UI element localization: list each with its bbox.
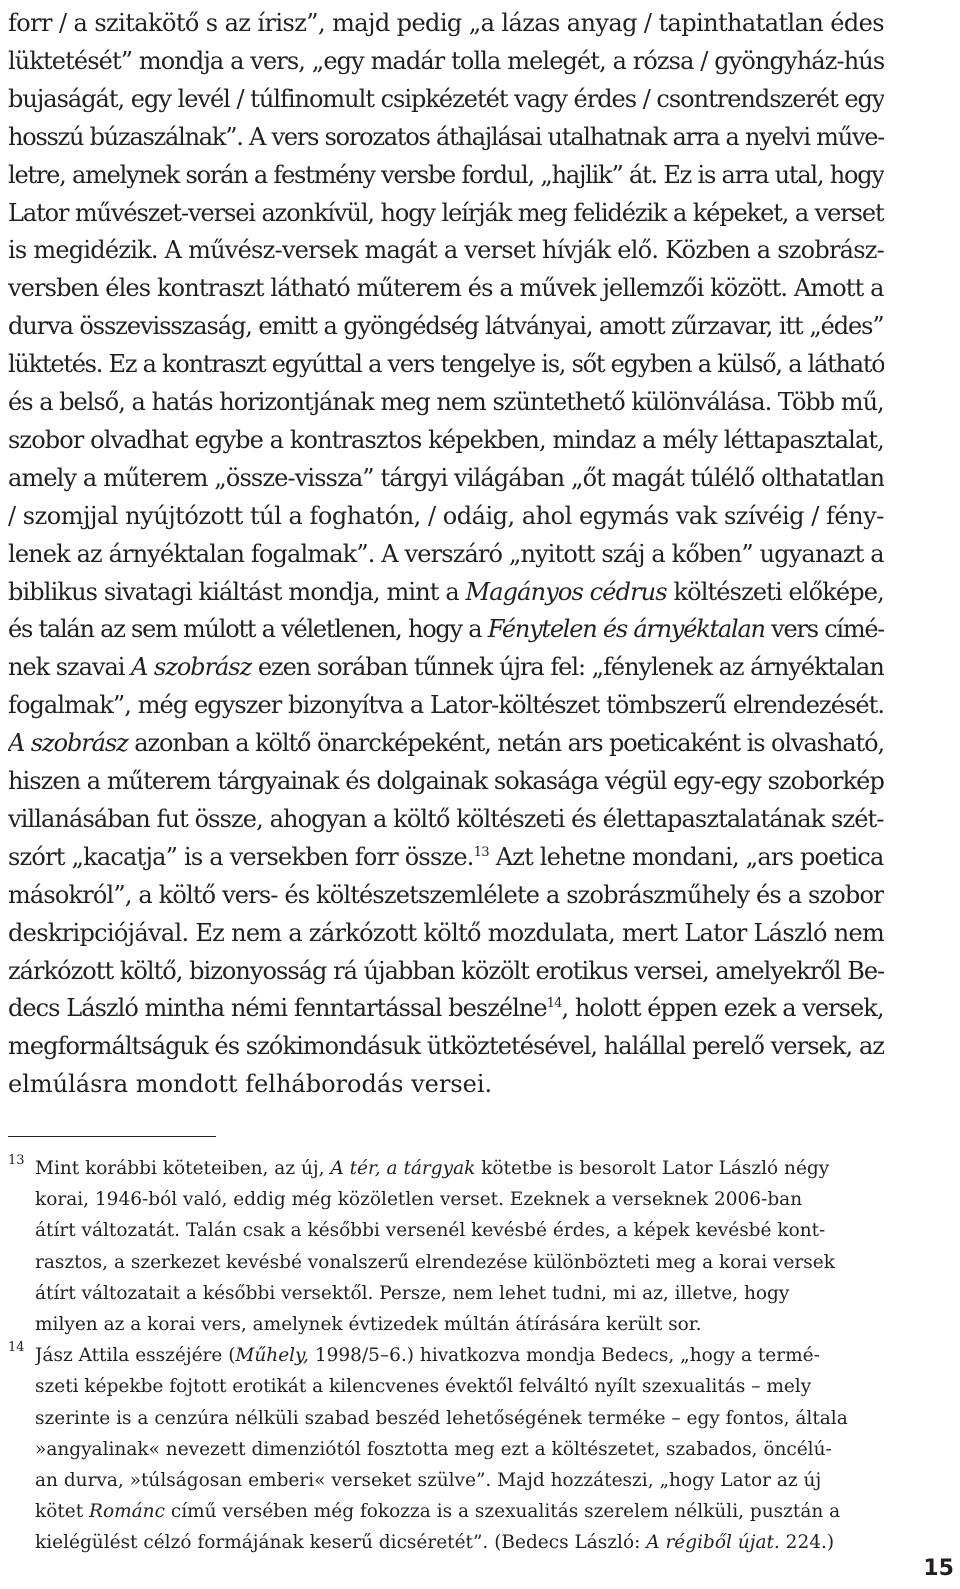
text-run: hosszú búzaszálnak”. A vers sorozatos áthajlásai utalhatnak arra a nyelvi műve- bbox=[8, 122, 884, 151]
text-run: vers címé- bbox=[764, 615, 884, 644]
body-line bbox=[8, 650, 884, 684]
footnote-line bbox=[35, 1248, 884, 1278]
footnote-marker: 13 bbox=[8, 1153, 25, 1168]
body-line bbox=[8, 991, 884, 1025]
footnote-line bbox=[35, 1279, 884, 1309]
footnote-line bbox=[35, 1404, 884, 1434]
text-run: szobor olvadhat egybe a kontrasztos képekben, mindaz a mély léttapasztalat, bbox=[8, 425, 884, 454]
text-run: lenek az árnyéktalan fogalmak”. A verszáró „nyitott száj a kőben” ugyanazt a bbox=[8, 539, 884, 568]
body-line bbox=[8, 1029, 884, 1063]
text-run: szeti képekbe fojtott erotikát a kilencvenes évektől felváltó nyílt szexualitás – mely bbox=[35, 1376, 812, 1398]
body-line bbox=[8, 726, 884, 760]
footnote-reference: 14 bbox=[546, 996, 562, 1012]
text-run: szórt „kacatja” is a versekben forr össze. bbox=[8, 842, 474, 871]
body-line bbox=[8, 764, 884, 798]
text-run: bujaságát, egy levél / túlfinomult csipkézetét vagy érdes / csontrendszerét egy bbox=[8, 84, 884, 113]
body-line bbox=[8, 916, 884, 950]
text-run: rasztos, a szerkezet kevésbé vonalszerű elrendezése különbözteti meg a korai versek bbox=[35, 1251, 835, 1273]
footnote-line bbox=[35, 1528, 884, 1558]
text-run: átírt változatát. Talán csak a későbbi versenél kevésbé érdes, a képek kevésbé kont- bbox=[35, 1220, 826, 1242]
footnote-line bbox=[35, 1310, 884, 1340]
italic-title: Fénytelen és árnyéktalan bbox=[487, 615, 765, 644]
text-run: másokról”, a költő vers- és költészetszemlélete a szobrászműhely és a szobor bbox=[8, 880, 884, 909]
body-line bbox=[8, 271, 884, 305]
text-run: lüktetés. Ez a kontraszt egyúttal a vers tengelye is, sőt egyben a külső, a látható bbox=[8, 350, 884, 379]
text-run: amely a műterem „össze-vissza” tárgyi világában „őt magát túlélő olthatatlan bbox=[8, 463, 884, 492]
text-run: forr / a szitakötő s az írisz”, majd pedig „a lázas anyag / tapinthatatlan édes bbox=[8, 9, 884, 37]
italic-title: A szobrász bbox=[131, 653, 252, 682]
footnote-line bbox=[35, 1341, 884, 1371]
body-line bbox=[8, 347, 884, 381]
text-run: korai, 1946-ból való, eddig még közöletlen verset. Ezeknek a verseknek 2006-ban bbox=[35, 1189, 803, 1211]
text-run: durva összevisszaság, emitt a gyöngédség látványai, amott zűrzavar, itt „édes” bbox=[8, 312, 884, 341]
text-run: azonban a költő önarcképeként, netán ars poeticaként is olvasható, bbox=[127, 729, 884, 758]
text-run: 224.) bbox=[779, 1532, 835, 1554]
footnote-marker: 14 bbox=[8, 1340, 25, 1356]
italic-title: A tér, a tárgyak bbox=[330, 1158, 476, 1179]
text-run: nek szavai bbox=[8, 653, 131, 682]
footnote-line bbox=[35, 1154, 884, 1184]
text-run: fogalmak”, még egyszer bizonyítva a Lator-költészet tömbszerű elrendezését. bbox=[8, 691, 884, 720]
text-run: villanásában fut össze, ahogyan a költő költészeti és élettapasztalatának szét- bbox=[8, 804, 884, 833]
italic-title: Románc bbox=[89, 1501, 165, 1523]
body-line bbox=[8, 423, 884, 457]
body-line bbox=[8, 537, 884, 571]
text-run: kötetbe is besorolt Lator László négy bbox=[475, 1158, 830, 1179]
text-run: megformáltságuk és szókimondásuk ütköztetésével, halállal perelő versek, az bbox=[8, 1032, 884, 1061]
text-run: kielégülést célzó formájának keserű dicséretét”. (Bedecs László: bbox=[35, 1532, 647, 1554]
footnote-reference: 13 bbox=[473, 844, 489, 860]
page-number: 15 bbox=[923, 1556, 954, 1581]
footnote-line bbox=[35, 1216, 884, 1246]
footnote-line bbox=[35, 1372, 884, 1402]
text-run: ezen sorában tűnnek újra fel: „fénylenek az árnyéktalan bbox=[251, 653, 884, 682]
footnote-line bbox=[35, 1185, 884, 1215]
text-run: milyen az a korai vers, amelynek évtizedek múltán átírására került sor. bbox=[35, 1314, 702, 1335]
text-run: és a belső, a hatás horizontjának meg nem szüntethető különválása. Több mű, bbox=[8, 388, 884, 416]
body-line bbox=[8, 233, 884, 267]
body-line bbox=[8, 461, 884, 495]
text-run: zárkózott költő, bizonyosság rá újabban közölt erotikus versei, amelyekről Be- bbox=[8, 956, 884, 985]
text-run: Lator művészet-versei azonkívül, hogy leírják meg felidézik a képeket, a verset bbox=[8, 198, 884, 227]
body-line bbox=[8, 688, 884, 722]
body-line bbox=[8, 878, 884, 912]
body-line bbox=[8, 954, 884, 988]
body-line bbox=[8, 840, 884, 874]
italic-title: Műhely, bbox=[235, 1345, 309, 1367]
italic-title: Magányos cédrus bbox=[465, 577, 667, 606]
text-run: című versében még fokozza is a szexualitás szerelem nélküli, pusztán a bbox=[164, 1501, 841, 1523]
text-run: Azt lehetne mondani, „ars poetica bbox=[488, 842, 884, 871]
text-run: versben éles kontraszt látható műterem és a művek jellemzői között. Amott a bbox=[8, 274, 884, 303]
footnote-line bbox=[35, 1435, 884, 1465]
text-run: kötet bbox=[35, 1501, 90, 1523]
body-line bbox=[8, 1067, 884, 1101]
body-line bbox=[8, 120, 884, 154]
text-run: hiszen a műterem tárgyainak és dolgainak sokasága végül egy-egy szoborkép bbox=[8, 767, 884, 795]
text-run: / szomjjal nyújtózott túl a foghatón, / odáig, ahol egymás vak szívéig / fény- bbox=[8, 501, 884, 530]
text-run: »angyalinak« nevezett dimenziótól fosztotta meg ezt a költészetet, szabados, öncélú- bbox=[35, 1438, 832, 1460]
italic-title: A szobrász bbox=[8, 729, 128, 758]
text-run: decs László mintha némi fenntartással beszélne bbox=[8, 994, 547, 1023]
text-run: Mint korábbi köteteiben, az új, bbox=[35, 1158, 331, 1179]
footnote-separator bbox=[8, 1136, 216, 1137]
footnote-line bbox=[35, 1466, 884, 1496]
body-line bbox=[8, 385, 884, 419]
text-run: Jász Attila esszéjére ( bbox=[35, 1345, 236, 1367]
text-run: letre, amelynek során a festmény versbe fordul, „hajlik” át. Ez is arra utal, hogy bbox=[8, 160, 884, 189]
body-line bbox=[8, 499, 884, 533]
body-line bbox=[8, 196, 884, 230]
body-line bbox=[8, 82, 884, 116]
text-run: elmúlásra mondott felháborodás versei. bbox=[8, 1070, 493, 1099]
text-run: és talán az sem múlott a véletlenen, hogy a bbox=[8, 615, 488, 644]
body-line bbox=[8, 44, 884, 78]
text-run: deskripciójával. Ez nem a zárkózott költő mozdulata, mert Lator László nem bbox=[8, 918, 884, 947]
text-run: lüktetését” mondja a vers, „egy madár tolla melegét, a rózsa / gyöngyház-hús bbox=[8, 46, 884, 75]
body-line bbox=[8, 802, 884, 836]
body-line bbox=[8, 158, 884, 192]
text-run: 1998/5–6.) hivatkozva mondja Bedecs, „hogy a termé- bbox=[308, 1345, 820, 1367]
text-run: biblikus sivatagi kiáltást mondja, mint a bbox=[8, 577, 466, 606]
text-run: an durva, »túlságosan emberi« verseket szülve”. Majd hozzáteszi, „hogy Lator az új bbox=[35, 1470, 822, 1491]
footnote-line bbox=[35, 1497, 884, 1527]
text-run: , holott éppen ezek a versek, bbox=[561, 994, 884, 1023]
text-run: költészeti előképe, bbox=[666, 577, 884, 606]
body-line bbox=[8, 6, 884, 40]
body-line bbox=[8, 309, 884, 343]
body-line bbox=[8, 612, 884, 646]
italic-title: A régiből újat. bbox=[646, 1532, 780, 1554]
text-run: is megidézik. A művész-versek magát a verset hívják elő. Közben a szobrász- bbox=[8, 236, 884, 265]
body-line bbox=[8, 575, 884, 609]
text-run: átírt változatait a későbbi versektől. Persze, nem lehet tudni, mi az, illetve, hogy bbox=[35, 1282, 790, 1304]
text-run: szerinte is a cenzúra nélküli szabad beszéd lehetőségének terméke – egy fontos, általa bbox=[35, 1407, 848, 1429]
